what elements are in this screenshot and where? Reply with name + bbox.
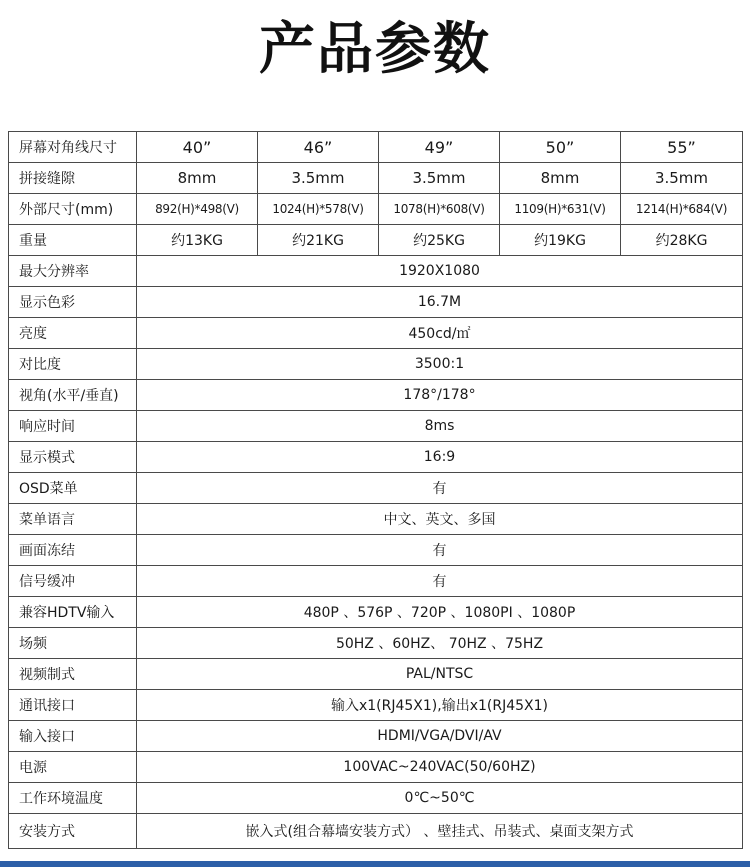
row-label: 响应时间: [9, 411, 137, 442]
cell-value: HDMI/VGA/DVI/AV: [137, 721, 743, 752]
cell-value: 50”: [500, 132, 621, 163]
row-label: 电源: [9, 752, 137, 783]
table-row-contrast: [9, 349, 743, 380]
page-title: 产品参数: [259, 17, 491, 82]
row-label: 显示色彩: [9, 287, 137, 318]
cell-value: 有: [137, 535, 743, 566]
row-label: 通讯接口: [9, 690, 137, 721]
table-row-refresh-rate: [9, 628, 743, 659]
cell-value: 输入x1(RJ45X1),输出x1(RJ45X1): [137, 690, 743, 721]
cell-value: 49”: [379, 132, 500, 163]
table-row-screen-size: [9, 132, 743, 163]
cell-value: 3500:1: [137, 349, 743, 380]
table-row-comm-interface: [9, 690, 743, 721]
cell-value: 约19KG: [500, 225, 621, 256]
cell-value: 8mm: [137, 163, 258, 194]
row-label: 屏幕对角线尺寸: [9, 132, 137, 163]
cell-value: 892(H)*498(V): [137, 194, 258, 225]
table-row-operating-temp: [9, 783, 743, 814]
cell-value: 55”: [621, 132, 743, 163]
table-row-installation: [9, 814, 743, 849]
row-label: 菜单语言: [9, 504, 137, 535]
cell-value: 约25KG: [379, 225, 500, 256]
row-label: 画面冻结: [9, 535, 137, 566]
cell-value: 中文、英文、多国: [137, 504, 743, 535]
table-row-video-format: [9, 659, 743, 690]
row-label: 输入接口: [9, 721, 137, 752]
cell-value: 100VAC~240VAC(50/60HZ): [137, 752, 743, 783]
row-label: OSD菜单: [9, 473, 137, 504]
row-label: 拼接缝隙: [9, 163, 137, 194]
cell-value: 16.7M: [137, 287, 743, 318]
cell-value: 16:9: [137, 442, 743, 473]
table-row-response-time: [9, 411, 743, 442]
table-row-brightness: [9, 318, 743, 349]
cell-value: PAL/NTSC: [137, 659, 743, 690]
table-row-freeze-frame: [9, 535, 743, 566]
table-row-osd-menu: [9, 473, 743, 504]
table-row-display-color: [9, 287, 743, 318]
row-label: 外部尺寸(mm): [9, 194, 137, 225]
row-label: 视频制式: [9, 659, 137, 690]
cell-value: 178°/178°: [137, 380, 743, 411]
row-label: 亮度: [9, 318, 137, 349]
spec-table: [8, 131, 743, 849]
table-row-display-mode: [9, 442, 743, 473]
table-row-signal-buffer: [9, 566, 743, 597]
cell-value: 3.5mm: [258, 163, 379, 194]
row-label: 视角(水平/垂直): [9, 380, 137, 411]
row-label: 兼容HDTV输入: [9, 597, 137, 628]
cell-value: 1920X1080: [137, 256, 743, 287]
row-label: 最大分辨率: [9, 256, 137, 287]
row-label: 信号缓冲: [9, 566, 137, 597]
row-label: 场频: [9, 628, 137, 659]
cell-value: 约21KG: [258, 225, 379, 256]
cell-value: 约13KG: [137, 225, 258, 256]
cell-value: 450cd/㎡: [137, 318, 743, 349]
table-row-viewing-angle: [9, 380, 743, 411]
cell-value: 嵌入式(组合幕墙安装方式） 、壁挂式、吊装式、桌面支架方式: [137, 814, 743, 849]
row-label: 对比度: [9, 349, 137, 380]
cell-value: 1109(H)*631(V): [500, 194, 621, 225]
cell-value: 480P 、576P 、720P 、1080PI 、1080P: [137, 597, 743, 628]
cell-value: 约28KG: [621, 225, 743, 256]
row-label: 重量: [9, 225, 137, 256]
table-row-power: [9, 752, 743, 783]
table-row-hdtv-input: [9, 597, 743, 628]
cell-value: 有: [137, 566, 743, 597]
table-row-seam-gap: [9, 163, 743, 194]
cell-value: 1078(H)*608(V): [379, 194, 500, 225]
cell-value: 0℃~50℃: [137, 783, 743, 814]
bottom-accent-bar: [0, 861, 750, 867]
table-row-input-interface: [9, 721, 743, 752]
row-label: 安装方式: [9, 814, 137, 849]
table-row-dimensions: [9, 194, 743, 225]
cell-value: 50HZ 、60HZ、 70HZ 、75HZ: [137, 628, 743, 659]
row-label: 显示模式: [9, 442, 137, 473]
cell-value: 8ms: [137, 411, 743, 442]
table-row-max-resolution: [9, 256, 743, 287]
cell-value: 1024(H)*578(V): [258, 194, 379, 225]
table-row-menu-language: [9, 504, 743, 535]
cell-value: 1214(H)*684(V): [621, 194, 743, 225]
cell-value: 40”: [137, 132, 258, 163]
table-row-weight: [9, 225, 743, 256]
row-label: 工作环境温度: [9, 783, 137, 814]
cell-value: 有: [137, 473, 743, 504]
cell-value: 3.5mm: [621, 163, 743, 194]
cell-value: 3.5mm: [379, 163, 500, 194]
cell-value: 8mm: [500, 163, 621, 194]
cell-value: 46”: [258, 132, 379, 163]
